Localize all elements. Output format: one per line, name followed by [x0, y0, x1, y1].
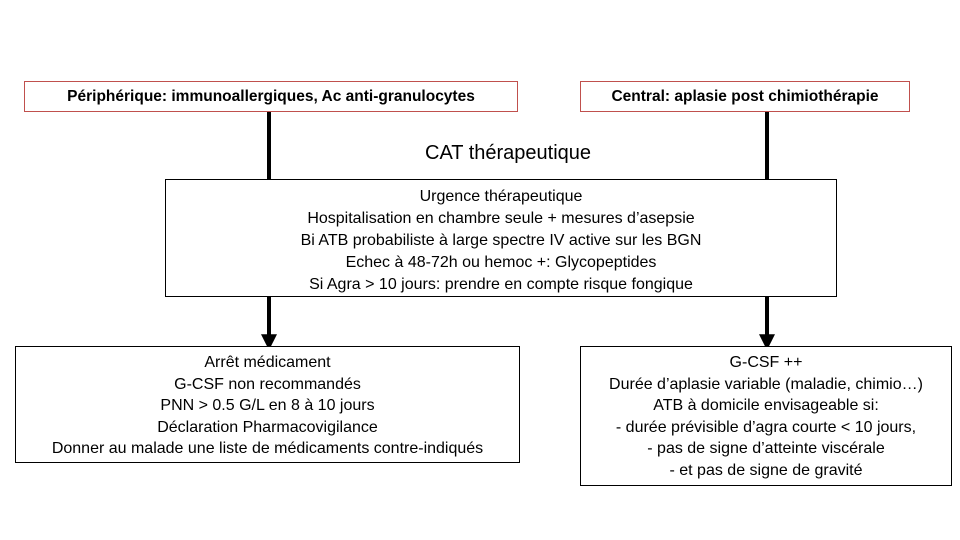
central-cause-text: Central: aplasie post chimiothérapie	[611, 87, 879, 105]
right-line: G-CSF ++	[729, 354, 803, 371]
center-line: Si Agra > 10 jours: prendre en compte risque fongique	[309, 276, 693, 293]
diagram-heading: CAT thérapeutique	[425, 142, 592, 164]
left-line: Déclaration Pharmacovigilance	[157, 418, 378, 436]
right-line: - durée prévisible d’agra courte < 10 jours,	[615, 418, 917, 436]
peripheral-management-box	[15, 346, 520, 463]
peripheral-cause-text: Périphérique: immunoallergiques, Ac anti-granulocytes	[67, 87, 475, 105]
peripheral-cause-box	[24, 81, 518, 112]
center-line: Bi ATB probabiliste à large spectre IV active sur les BGN	[300, 232, 702, 249]
center-line: Echec à 48-72h ou hemoc +: Glycopeptides	[345, 254, 657, 271]
central-cause-box	[580, 81, 910, 112]
center-line: Urgence thérapeutique	[419, 188, 583, 205]
center-line: Hospitalisation en chambre seule + mesures d’asepsie	[307, 210, 695, 227]
right-line: - pas de signe d’atteinte viscérale	[647, 440, 885, 457]
left-line: G-CSF non recommandés	[174, 375, 361, 393]
left-line: PNN > 0.5 G/L en 8 à 10 jours	[160, 397, 375, 414]
left-line: Arrêt médicament	[204, 354, 331, 371]
right-line: Durée d’aplasie variable (maladie, chimio…)	[609, 375, 923, 393]
right-line: - et pas de signe de gravité	[669, 461, 863, 479]
right-line: ATB à domicile envisageable si:	[653, 397, 879, 414]
common-management-box	[165, 179, 837, 297]
central-management-box	[580, 346, 952, 486]
left-line: Donner au malade une liste de médicaments contre-indiqués	[51, 440, 484, 457]
